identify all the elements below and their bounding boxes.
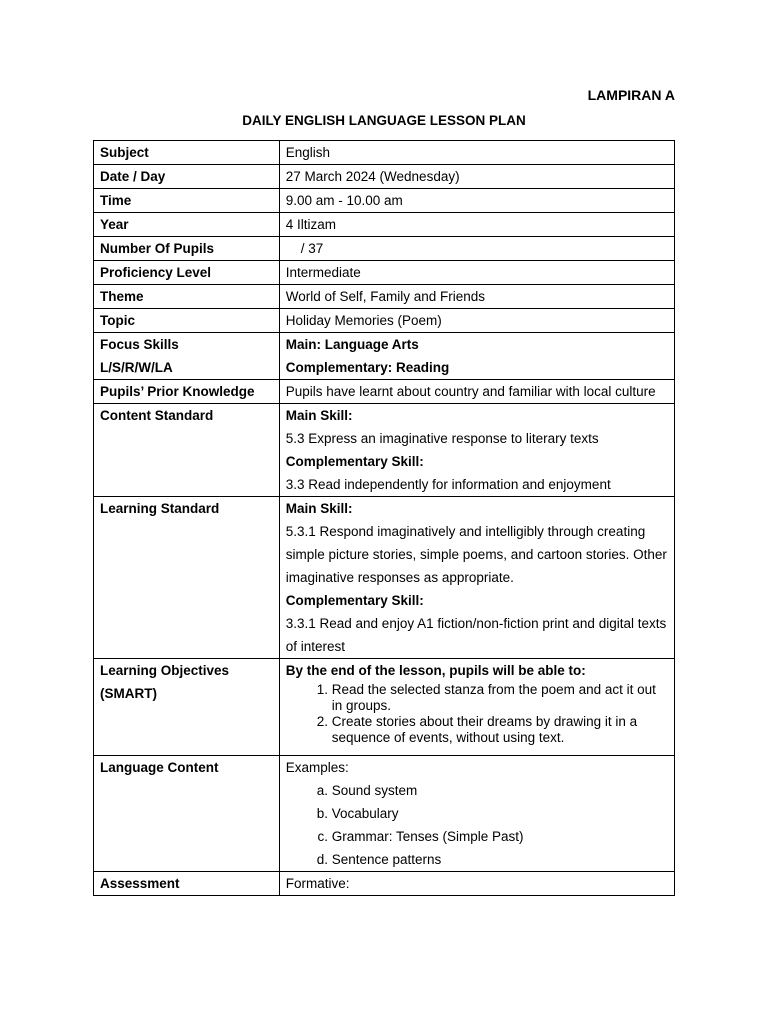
row-label (94, 333, 280, 380)
row-label: Language Content (94, 756, 280, 872)
list-item: 1. Read the selected stanza from the poem and act it out in groups. (332, 682, 668, 714)
row-value (279, 497, 674, 659)
lesson-plan-table (93, 140, 675, 896)
row-label: Proficiency Level (94, 261, 280, 285)
table-row (94, 237, 675, 261)
main-skill-text: 5.3 Express an imaginative response to literary texts (285, 431, 599, 446)
row-label: Topic (94, 309, 280, 333)
list-item: a. Sound system (332, 779, 668, 802)
table-row (94, 872, 675, 896)
table-row (94, 309, 675, 333)
row-value: English (279, 141, 674, 165)
complementary-skill-text: 3.3 Read independently for information and enjoyment (285, 477, 611, 492)
objectives-sublabel: (SMART) (100, 686, 157, 701)
row-label: Theme (94, 285, 280, 309)
table-row (94, 404, 675, 497)
complementary-skill-heading: Complementary Skill: (285, 454, 424, 469)
focus-skills-label: Focus Skills (100, 337, 179, 352)
complementary-skill-text: 3.3.1 Read and enjoy A1 fiction/non-fiction print and digital texts of interest (285, 616, 667, 654)
table-row (94, 189, 675, 213)
pupil-count: / 37 (300, 241, 324, 256)
row-value: Pupils have learnt about country and familiar with local culture (279, 380, 674, 404)
objectives-label: Learning Objectives (100, 663, 230, 678)
table-row (94, 333, 675, 380)
objectives-intro: By the end of the lesson, pupils will be able to: (285, 663, 586, 678)
list-item: d. Sentence patterns (332, 848, 668, 871)
row-value: World of Self, Family and Friends (279, 285, 674, 309)
main-skill-heading: Main Skill: (285, 408, 353, 423)
table-row (94, 213, 675, 237)
table-row (94, 756, 675, 872)
table-row (94, 380, 675, 404)
row-label: Pupils’ Prior Knowledge (94, 380, 280, 404)
row-label: Date / Day (94, 165, 280, 189)
row-value (279, 404, 674, 497)
focus-complementary: Complementary: Reading (285, 360, 450, 375)
row-value (279, 237, 674, 261)
lampiran-label: LAMPIRAN A (587, 87, 675, 103)
row-value: Intermediate (279, 261, 674, 285)
table-row (94, 285, 675, 309)
main-skill-text: 5.3.1 Respond imaginatively and intelligibly through creating simple picture stories, simple poems, and cartoon stories. Other imaginative responses as appropriate. (285, 524, 667, 585)
row-label: Year (94, 213, 280, 237)
row-label (94, 659, 280, 756)
row-label: Assessment (94, 872, 280, 896)
row-value: 9.00 am - 10.00 am (279, 189, 674, 213)
language-content-intro: Examples: (285, 760, 349, 775)
row-label: Time (94, 189, 280, 213)
row-value (279, 756, 674, 872)
complementary-skill-heading: Complementary Skill: (285, 593, 424, 608)
row-value: Formative: (279, 872, 674, 896)
row-value: 27 March 2024 (Wednesday) (279, 165, 674, 189)
table-row (94, 261, 675, 285)
row-value (279, 333, 674, 380)
table-row (94, 165, 675, 189)
list-item: b. Vocabulary (332, 802, 668, 825)
focus-skills-sublabel: L/S/R/W/LA (100, 360, 173, 375)
row-label: Learning Standard (94, 497, 280, 659)
row-label: Content Standard (94, 404, 280, 497)
list-item: 2. Create stories about their dreams by drawing it in a sequence of events, without using text. (332, 714, 668, 746)
language-content-list (286, 779, 668, 871)
objectives-list (286, 682, 668, 746)
row-label: Number Of Pupils (94, 237, 280, 261)
table-row (94, 497, 675, 659)
focus-main: Main: Language Arts (285, 337, 419, 352)
main-skill-heading: Main Skill: (285, 501, 353, 516)
row-value: 4 Iltizam (279, 213, 674, 237)
table-row (94, 141, 675, 165)
table-row (94, 659, 675, 756)
document-title: DAILY ENGLISH LANGUAGE LESSON PLAN (242, 113, 526, 128)
list-item: c. Grammar: Tenses (Simple Past) (332, 825, 668, 848)
row-value (279, 659, 674, 756)
row-label: Subject (94, 141, 280, 165)
row-value: Holiday Memories (Poem) (279, 309, 674, 333)
